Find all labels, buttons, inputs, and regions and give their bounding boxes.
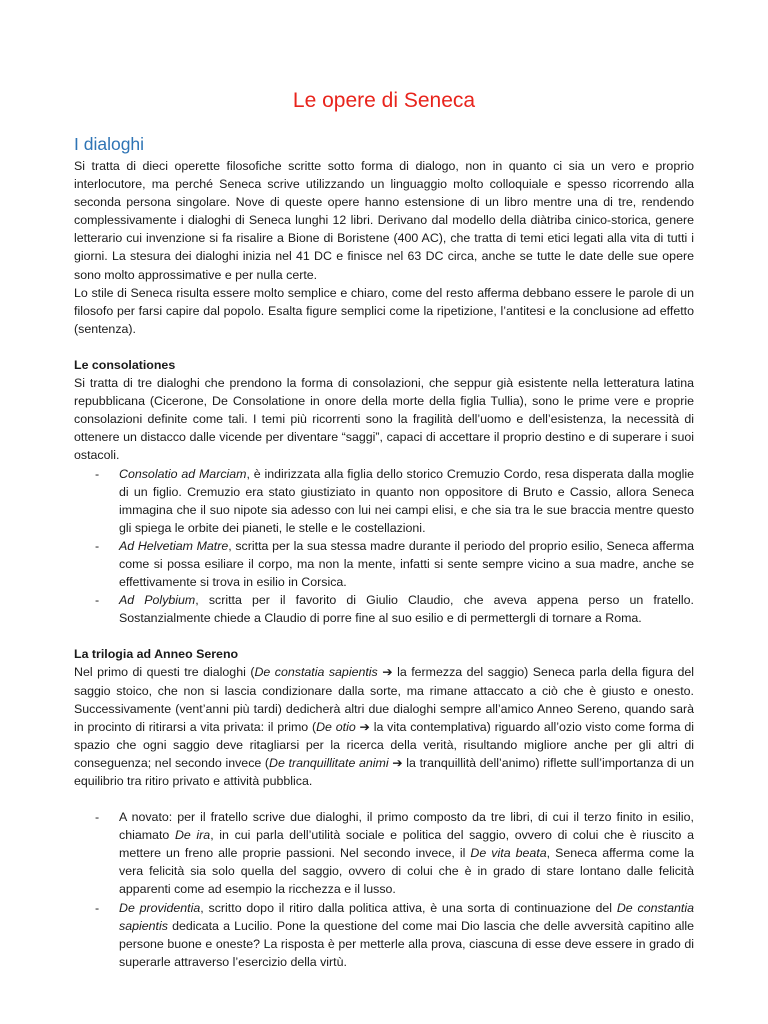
spacer	[74, 627, 694, 645]
arrow-right-icon: ➔	[392, 755, 403, 770]
text-run: , Seneca afferma come la vera felicità sia solo quella del saggio, ovvero di colui che è in grado di stare lontano dalle felicità apparenti come ad esempio la ricchezza e il lusso.	[119, 846, 695, 897]
text-run: la vita contemplativa) riguardo all’ozio visto come forma di spazio che ogni saggio deve ritagliarsi per la ricerca della verità, risultando migliore anche per gli altri di conseguenza; nel secondo invece (	[74, 719, 695, 770]
work-title: Consolatio ad Marciam	[119, 466, 247, 481]
spacer	[74, 338, 694, 356]
text-run: Nel primo di questi tre dialoghi (	[74, 665, 255, 680]
text-run: la tranquillità dell’animo) riflette sull’importanza di un equilibrio tra ritiro privato e attività pubblica.	[74, 755, 694, 788]
paragraph-dialoghi-intro: Si tratta di dieci operette filosofiche scritte sotto forma di dialogo, non in quanto ci sia un vero e proprio interlocutore, ma perché Seneca scrive utilizzando un linguaggio molto colloquiale e spesso ricorrendo alla seconda persona singolare. Nove di queste opere hanno estensione di un libro mentre una di tre, rendendo complessivamente i dialoghi di Seneca lunghi 12 libri. Derivano dal modello della diàtriba cinico-storica, genere letterario cui invenzione si fa risalire a Bione di Boristene (400 AC), che tratta di temi etici legati alla vita di tutti i giorni. La stesura dei dialoghi inizia nel 41 DC e finisce nel 63 DC circa, anche se tutte le date delle sue opere sono molto approssimative e per nulla certe.	[74, 159, 694, 282]
list-item-text: , scritta per la sua stessa madre durante il periodo del proprio esilio, Seneca afferma come si possa esiliare il corpo, ma non la mente, infatti si sente sempre vicino a sua madre, anche se effettivamente si trova in esilio in Corsica.	[119, 538, 694, 590]
text-run: A novato: per il fratello scrive due dialoghi, il primo composto da tre libri, di cui il terzo finito in esilio, chiamato	[119, 810, 694, 843]
dash-bullet: -	[95, 593, 100, 608]
consolationes-list	[74, 465, 694, 628]
paragraph-dialoghi-style: Lo stile di Seneca risulta essere molto semplice e chiaro, come del resto afferma debbano essere le parole di un filosofo per farsi capire dal popolo. Esalta figure semplici come la ripetizione, l’antitesi e la conclusione ad effetto (sentenza).	[74, 285, 694, 336]
work-title: De otio	[316, 719, 356, 734]
work-title: De vita beata	[470, 846, 547, 861]
dash-bullet: -	[95, 538, 100, 553]
list-item	[74, 465, 694, 537]
dash-bullet: -	[95, 466, 100, 481]
work-title: Ad Helvetiam Matre	[119, 538, 229, 553]
subheading-consolationes: Le consolationes	[74, 357, 176, 372]
work-title: De constantia sapientis	[119, 900, 694, 933]
list-item	[74, 591, 694, 627]
work-title: De ira	[174, 828, 211, 843]
list-item-text: , è indirizzata alla figlia dello storico Cremuzio Cordo, resa disperata dalla moglie di un figlio. Cremuzio era stato giustiziato in quanto non oppositore di Bruto e Cassio, allora Seneca immagina che il suo nipote sia adesso con lui nei campi elisi, e che sia tra le sue braccia mentre questo gli spiega le orbite dei pianeti, le stelle e le costellazioni.	[119, 466, 694, 535]
dash-bullet: -	[95, 810, 100, 825]
page-title: Le opere di Seneca	[292, 89, 476, 112]
work-title: Ad Polybium	[119, 593, 196, 608]
subheading-trilogia: La trilogia ad Anneo Sereno	[74, 647, 239, 662]
arrow-right-icon: ➔	[359, 719, 370, 734]
list-item-text: , scritta per il favorito di Giulio Claudio, che aveva appena perso un fratello. Sostanzialmente chiede a Claudio di porre fine al suo esilio e di permettergli di tornare a Roma.	[119, 593, 694, 626]
dash-bullet: -	[95, 900, 100, 915]
text-run: dedicata a Lucilio. Pone la questione del come mai Dio lascia che delle avversità capitino alle persone buone e oneste? La risposta è per metterle alla prova, ciascuna di esse deve essere in grado di superarle attraverso l’esercizio della virtù.	[119, 918, 694, 969]
arrow-right-icon: ➔	[382, 665, 393, 680]
text-run: , scritto dopo il ritiro dalla politica attiva, è una sorta di continuazione del	[200, 900, 617, 915]
work-title: De tranquillitate animi	[269, 755, 389, 770]
spacer	[74, 790, 694, 808]
paragraph-trilogia	[74, 663, 694, 790]
text-run: la fermezza del saggio) Seneca parla della figura del saggio stoico, che non si lascia condizionare dalla sorte, ma rimane attaccato a ciò che è giusto e onesto. Successivamente (vent’anni più tardi) dedicherà altri due dialoghi sempre all’amico Anneo Sereno, quando sarà in procinto di ritirarsi a vita privata: il primo (	[74, 665, 694, 734]
list-item	[74, 537, 694, 591]
text-run: , in cui parla dell’utilità sociale e politica del saggio, ovvero di colui che è riuscito a mettere un freno alle proprie passioni. Nel secondo invece, il	[119, 828, 694, 861]
work-title: De constatia sapientis	[254, 665, 378, 680]
list-item	[74, 899, 694, 971]
section-heading-dialoghi: I dialoghi	[74, 134, 145, 154]
paragraph-consolationes: Si tratta di tre dialoghi che prendono la forma di consolazioni, che seppur già esistente nella letteratura latina repubblicana (Cicerone, De Consolatione in onore della morte della figlia Tullia), sono le prime vere e proprie consolazioni definite come tali. I temi più ricorrenti sono la fragilità dell’uomo e dell’esistenza, la necessità di ottenere un distacco dalle vicende per diventare “saggi”, capaci di accettare il proprio destino e di superare i suoi ostacoli.	[74, 376, 694, 463]
list-item	[74, 808, 694, 898]
other-dialogues-list	[74, 808, 694, 971]
work-title: De providentia	[119, 900, 201, 915]
